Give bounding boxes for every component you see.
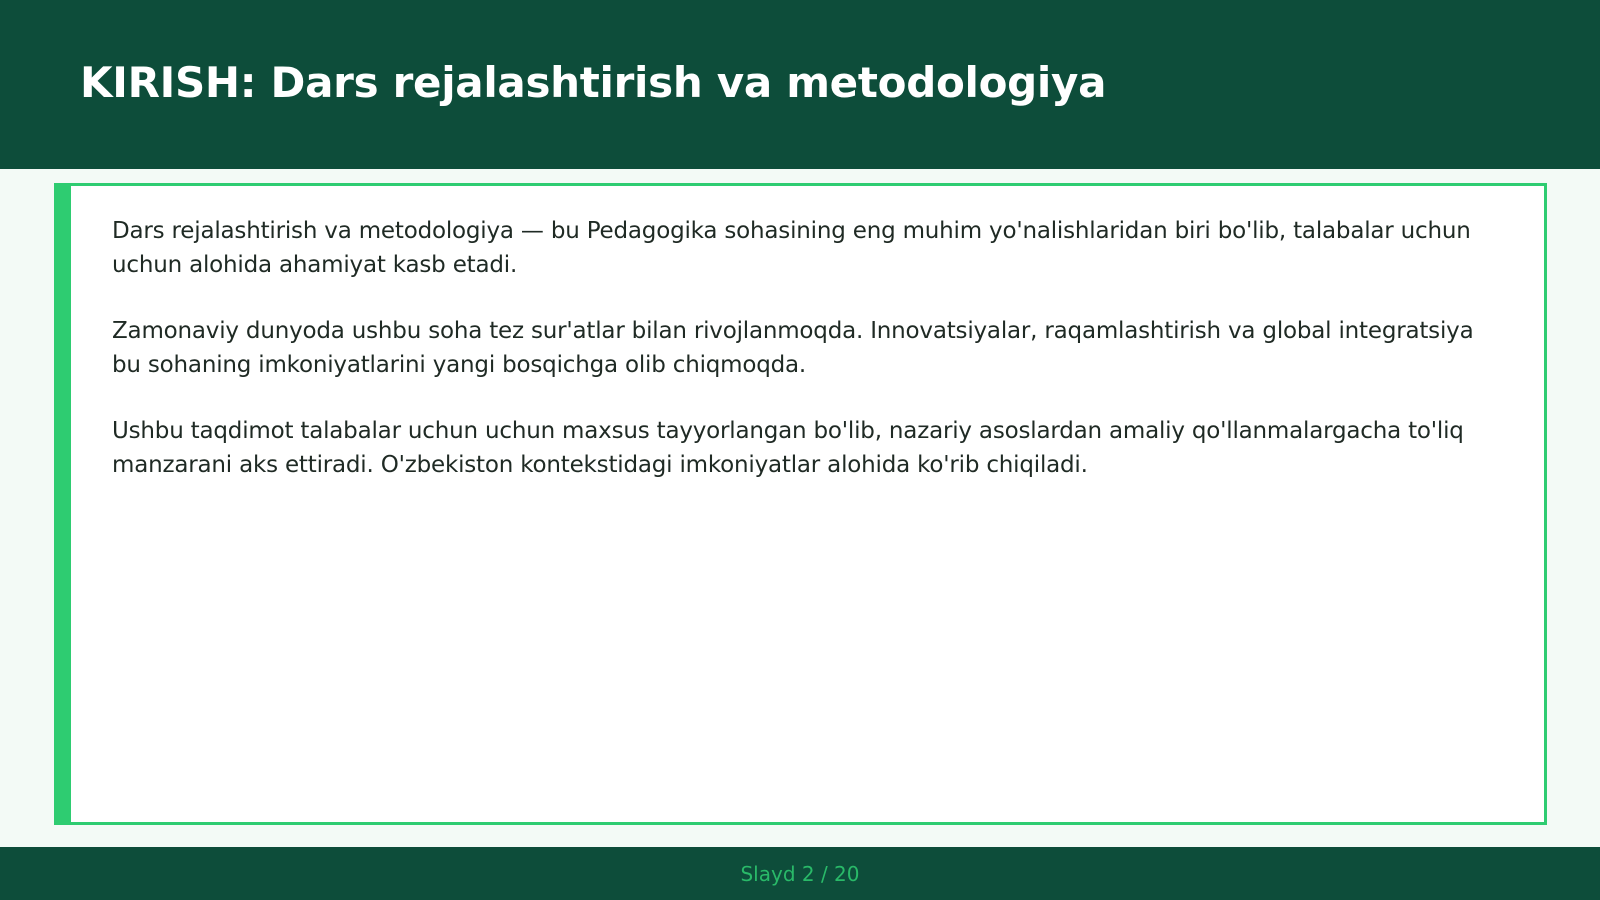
slide-counter: Slayd 2 / 20	[740, 862, 860, 886]
content-panel	[54, 183, 1547, 825]
slide-title: KIRISH: Dars rejalashtirish va metodologiya	[80, 58, 1107, 107]
modern-world-paragraph: Zamonaviy dunyoda ushbu soha tez sur'atlar bilan rivojlanmoqda. Innovatsiyalar, raqamlashtirish va global integratsiya bu sohaning imkoniyatlarini yangi bosqichga olib chiqmoqda.	[112, 318, 1474, 378]
slide-footer	[0, 847, 1600, 900]
presentation-paragraph: Ushbu taqdimot talabalar uchun uchun maxsus tayyorlangan bo'lib, nazariy asoslardan amaliy qo'llanmalargacha to'liq manzarani aks ettiradi. O'zbekiston kontekstidagi imkoniyatlar alohida ko'rib chiqiladi.	[112, 418, 1464, 478]
content-text	[112, 214, 1482, 514]
intro-paragraph: Dars rejalashtirish va metodologiya — bu Pedagogika sohasining eng muhim yo'nalishlaridan biri bo'lib, talabalar uchun uchun alohida ahamiyat kasb etadi.	[112, 218, 1471, 278]
slide-header	[0, 0, 1600, 169]
